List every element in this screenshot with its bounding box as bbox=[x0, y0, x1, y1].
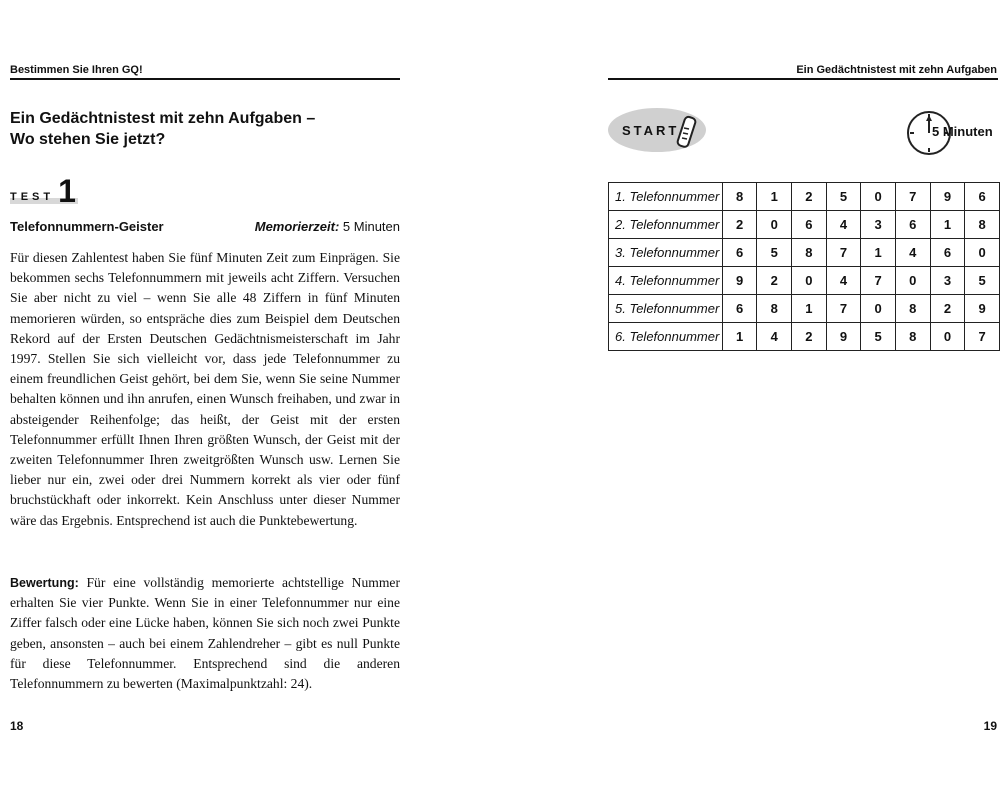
row-label: 3. Telefonnummer bbox=[609, 239, 723, 267]
page-number-right: 19 bbox=[983, 719, 997, 733]
digit-cell: 3 bbox=[861, 211, 896, 239]
digit-cell: 0 bbox=[757, 211, 792, 239]
row-label: 2. Telefonnummer bbox=[609, 211, 723, 239]
table-row bbox=[609, 211, 1000, 239]
digit-cell: 5 bbox=[826, 183, 861, 211]
row-label: 1. Telefonnummer bbox=[609, 183, 723, 211]
digit-cell: 9 bbox=[965, 295, 1000, 323]
digit-cell: 0 bbox=[895, 267, 930, 295]
digit-cell: 8 bbox=[895, 323, 930, 351]
digit-cell: 0 bbox=[792, 267, 827, 295]
test-word: TEST bbox=[10, 191, 55, 203]
digit-cell: 6 bbox=[965, 183, 1000, 211]
digit-cell: 5 bbox=[861, 323, 896, 351]
header-rule-right bbox=[608, 78, 998, 80]
test-label bbox=[10, 173, 76, 209]
row-label: 4. Telefonnummer bbox=[609, 267, 723, 295]
test-title: Telefonnummern-Geister bbox=[10, 219, 164, 234]
digit-cell: 8 bbox=[792, 239, 827, 267]
digit-cell: 7 bbox=[965, 323, 1000, 351]
running-head-right: Ein Gedächtnistest mit zehn Aufgaben bbox=[796, 64, 997, 76]
digit-cell: 0 bbox=[930, 323, 965, 351]
digit-cell: 7 bbox=[895, 183, 930, 211]
header-rule-left bbox=[10, 78, 400, 80]
digit-cell: 1 bbox=[757, 183, 792, 211]
digit-cell: 2 bbox=[792, 183, 827, 211]
digit-cell: 6 bbox=[930, 239, 965, 267]
test-title-row bbox=[10, 219, 400, 234]
table-row bbox=[609, 267, 1000, 295]
table-row bbox=[609, 295, 1000, 323]
digit-cell: 0 bbox=[861, 295, 896, 323]
digit-cell: 8 bbox=[965, 211, 1000, 239]
section-title-line1: Ein Gedächtnistest mit zehn Aufgaben – bbox=[10, 110, 316, 127]
running-head-left: Bestimmen Sie Ihren GQ! bbox=[10, 64, 143, 76]
digit-cell: 7 bbox=[861, 267, 896, 295]
digit-cell: 8 bbox=[757, 295, 792, 323]
digit-cell: 4 bbox=[826, 211, 861, 239]
timer-label: 5 Minuten bbox=[932, 124, 993, 139]
row-label: 6. Telefonnummer bbox=[609, 323, 723, 351]
digit-cell: 7 bbox=[826, 295, 861, 323]
digit-cell: 6 bbox=[722, 295, 757, 323]
page-number-left: 18 bbox=[10, 719, 24, 733]
timer bbox=[906, 110, 1000, 158]
telephone-icon bbox=[676, 114, 698, 150]
digit-cell: 7 bbox=[826, 239, 861, 267]
digit-cell: 6 bbox=[792, 211, 827, 239]
memo-value: 5 Minuten bbox=[342, 219, 400, 234]
right-page bbox=[500, 0, 1000, 800]
digit-cell: 2 bbox=[930, 295, 965, 323]
body-paragraph: Für diesen Zahlentest haben Sie fünf Minuten Zeit zum Einprägen. Sie bekommen sechs Telefonnummern mit jeweils acht Ziffern. Versuchen Sie aber nicht zu viel – wenn Sie alle 48 Ziffern in fünf Minuten memorieren würden, so entspräche dies zum Beispiel dem Deutschen Rekord auf der Ersten Deutschen Gedächtnismeisterschaft im Jahr 1997. Stellen Sie sich vielleicht vor, dass jede Telefonnummer zu einem freundlichen Geist gehört, bei dem Sie, wenn Sie seine Nummer behalten können und ihn anrufen, einen Wunsch freihaben, und zwar in absteigender Reihenfolge; das heißt, der Geist mit der ersten Telefonnummer erfüllt Ihnen Ihren größten Wunsch, der Geist mit der zweiten Telefonnummer Ihren zweitgrößten Wunsch usw. Lernen Sie lieber nur ein, zwei oder drei Nummern korrekt als vier oder fünf bruchstückhaft oder inkorrekt. Kein Anschluss unter dieser Nummer wäre das Ergebnis. Entsprechend ist auch die Punktebewertung. bbox=[10, 250, 400, 528]
score-body: Für eine vollständig memorierte achtstellige Nummer erhalten Sie vier Punkte. Wenn Sie in einer Telefonnummer nur eine Ziffer falsch oder eine Lücke haben, können Sie sich noch zwei Punkte geben, ansonsten – auch bei einem Zahlendreher – gibt es null Punkte für diese Telefonnummer. Entsprechend sind die anderen Telefonnummern zu bewerten (Maximalpunktzahl: 24). bbox=[10, 575, 400, 692]
digit-cell: 5 bbox=[965, 267, 1000, 295]
table-row bbox=[609, 239, 1000, 267]
digit-cell: 6 bbox=[722, 239, 757, 267]
table-row bbox=[609, 323, 1000, 351]
start-label: START bbox=[622, 123, 680, 138]
digit-cell: 8 bbox=[895, 295, 930, 323]
digit-cell: 4 bbox=[757, 323, 792, 351]
digit-cell: 1 bbox=[930, 211, 965, 239]
digit-cell: 0 bbox=[965, 239, 1000, 267]
score-paragraph bbox=[10, 573, 400, 694]
digit-cell: 8 bbox=[722, 183, 757, 211]
digit-cell: 2 bbox=[792, 323, 827, 351]
test-number: 1 bbox=[58, 173, 76, 209]
digit-cell: 3 bbox=[930, 267, 965, 295]
digit-cell: 6 bbox=[895, 211, 930, 239]
start-badge bbox=[608, 108, 708, 154]
digit-cell: 4 bbox=[826, 267, 861, 295]
digit-cell: 9 bbox=[930, 183, 965, 211]
digit-cell: 9 bbox=[722, 267, 757, 295]
memo-label: Memorierzeit: bbox=[254, 219, 340, 234]
memo-time bbox=[255, 219, 400, 234]
digit-cell: 4 bbox=[895, 239, 930, 267]
digit-cell: 5 bbox=[757, 239, 792, 267]
digit-cell: 1 bbox=[861, 239, 896, 267]
row-label: 5. Telefonnummer bbox=[609, 295, 723, 323]
digit-cell: 1 bbox=[792, 295, 827, 323]
digit-cell: 2 bbox=[757, 267, 792, 295]
digit-cell: 9 bbox=[826, 323, 861, 351]
phone-number-table bbox=[608, 182, 1000, 351]
score-label: Bewertung: bbox=[10, 576, 79, 590]
digit-cell: 1 bbox=[722, 323, 757, 351]
table-row bbox=[609, 183, 1000, 211]
section-title bbox=[10, 108, 390, 150]
section-title-line2: Wo stehen Sie jetzt? bbox=[10, 131, 166, 148]
digit-cell: 0 bbox=[861, 183, 896, 211]
digit-cell: 2 bbox=[722, 211, 757, 239]
